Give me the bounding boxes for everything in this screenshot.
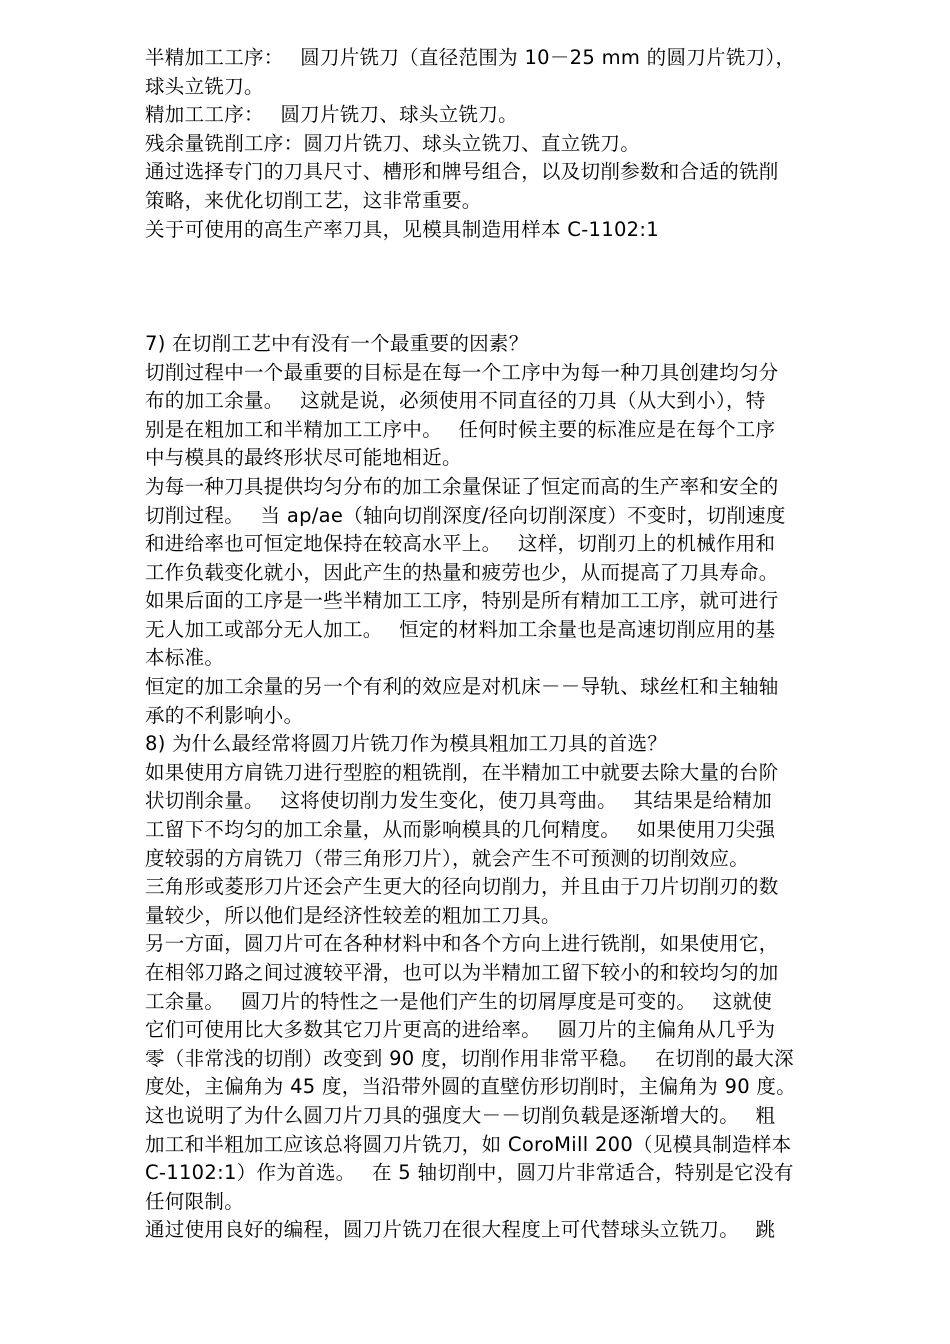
text-line: 工作负载变化就小，因此产生的热量和疲劳也少，从而提高了刀具寿命。 xyxy=(145,560,779,584)
text-line: 残余量铣削工序：圆刀片铣刀、球头立铣刀、直立铣刀。 xyxy=(145,131,641,155)
text-line: 中与模具的最终形状尽可能地相近。 xyxy=(145,446,462,470)
text-line: 布的加工余量。 这就是说，必须使用不同直径的刀具（从大到小），特 xyxy=(145,389,766,413)
text-line: 工留下不均匀的加工余量，从而影响模具的几何精度。 如果使用刀尖强 xyxy=(145,818,776,842)
text-line: 工余量。 圆刀片的特性之一是他们产生的切屑厚度是可变的。 这就使 xyxy=(145,989,773,1013)
document-page xyxy=(145,44,885,1245)
text-line: 如果使用方肩铣刀进行型腔的粗铣削，在半精加工中就要去除大量的台阶 xyxy=(145,760,779,784)
text-line: 如果后面的工序是一些半精加工工序，特别是所有精加工工序，就可进行 xyxy=(145,589,779,613)
question-7-section xyxy=(145,330,885,730)
text-line: 这也说明了为什么圆刀片刀具的强度大－－切削负载是逐渐增大的。 粗 xyxy=(145,1103,776,1127)
section-spacer xyxy=(145,244,885,330)
text-line: 零（非常浅的切削）改变到 90 度，切削作用非常平稳。 在切削的最大深 xyxy=(145,1046,794,1070)
tools-section xyxy=(145,44,885,244)
text-line: 半精加工工序： 圆刀片铣刀（直径范围为 10－25 mm 的圆刀片铣刀）， xyxy=(145,46,796,69)
text-line: 切削过程中一个最重要的目标是在每一个工序中为每一种刀具创建均匀分 xyxy=(145,360,779,384)
text-line: 切削过程。 当 ap/ae（轴向切削深度/径向切削深度）不变时，切削速度 xyxy=(145,503,786,527)
question-7-heading: 7) 在切削工艺中有没有一个最重要的因素？ xyxy=(145,331,529,355)
text-line: 本标准。 xyxy=(145,646,225,670)
text-line: 任何限制。 xyxy=(145,1189,245,1213)
text-line: 在相邻刀路之间过渡较平滑，也可以为半精加工留下较小的和较均匀的加 xyxy=(145,961,779,985)
question-8-heading: 8) 为什么最经常将圆刀片铣刀作为模具粗加工刀具的首选？ xyxy=(145,732,668,756)
text-line: 状切削余量。 这将使切削力发生变化，使刀具弯曲。 其结果是给精加 xyxy=(145,789,773,813)
text-line: 度较弱的方肩铣刀（带三角形刀片），就会产生不可预测的切削效应。 xyxy=(145,846,750,870)
text-line: 通过选择专门的刀具尺寸、槽形和牌号组合，以及切削参数和合适的铣削 xyxy=(145,160,779,184)
text-line: 和进给率也可恒定地保持在较高水平上。 这样，切削刃上的机械作用和 xyxy=(145,532,776,556)
text-line: 加工和半粗加工应该总将圆刀片铣刀，如 CoroMill 200（见模具制造样本 xyxy=(145,1132,792,1156)
text-line: 关于可使用的高生产率刀具，见模具制造用样本 C-1102:1 xyxy=(145,217,659,241)
question-8-section xyxy=(145,730,885,1245)
text-line: 三角形或菱形刀片还会产生更大的径向切削力，并且由于刀片切削刃的数 xyxy=(145,875,779,899)
text-line: 无人加工或部分无人加工。 恒定的材料加工余量也是高速切削应用的基 xyxy=(145,617,776,641)
text-line: 它们可使用比大多数其它刀片更高的进给率。 圆刀片的主偏角从几乎为 xyxy=(145,1018,776,1042)
text-line: 度处，主偏角为 45 度，当沿带外圆的直壁仿形切削时，主偏角为 90 度。 xyxy=(145,1075,797,1099)
text-line: 球头立铣刀。 xyxy=(145,74,264,98)
text-line: 恒定的加工余量的另一个有利的效应是对机床－－导轨、球丝杠和主轴轴 xyxy=(145,675,779,699)
text-line: 精加工工序： 圆刀片铣刀、球头立铣刀。 xyxy=(145,103,518,127)
text-line: 为每一种刀具提供均匀分布的加工余量保证了恒定而高的生产率和安全的 xyxy=(145,474,779,498)
text-line: 别是在粗加工和半精加工工序中。 任何时候主要的标准应是在每个工序 xyxy=(145,417,776,441)
text-line: 策略，来优化切削工艺，这非常重要。 xyxy=(145,188,482,212)
text-line: C-1102:1）作为首选。 在 5 轴切削中，圆刀片非常适合，特别是它没有 xyxy=(145,1161,794,1185)
text-line: 通过使用良好的编程，圆刀片铣刀在很大程度上可代替球头立铣刀。 跳 xyxy=(145,1218,776,1242)
text-line: 另一方面，圆刀片可在各种材料中和各个方向上进行铣削，如果使用它， xyxy=(145,932,779,956)
text-line: 承的不利影响小。 xyxy=(145,703,304,727)
text-line: 量较少，所以他们是经济性较差的粗加工刀具。 xyxy=(145,903,561,927)
